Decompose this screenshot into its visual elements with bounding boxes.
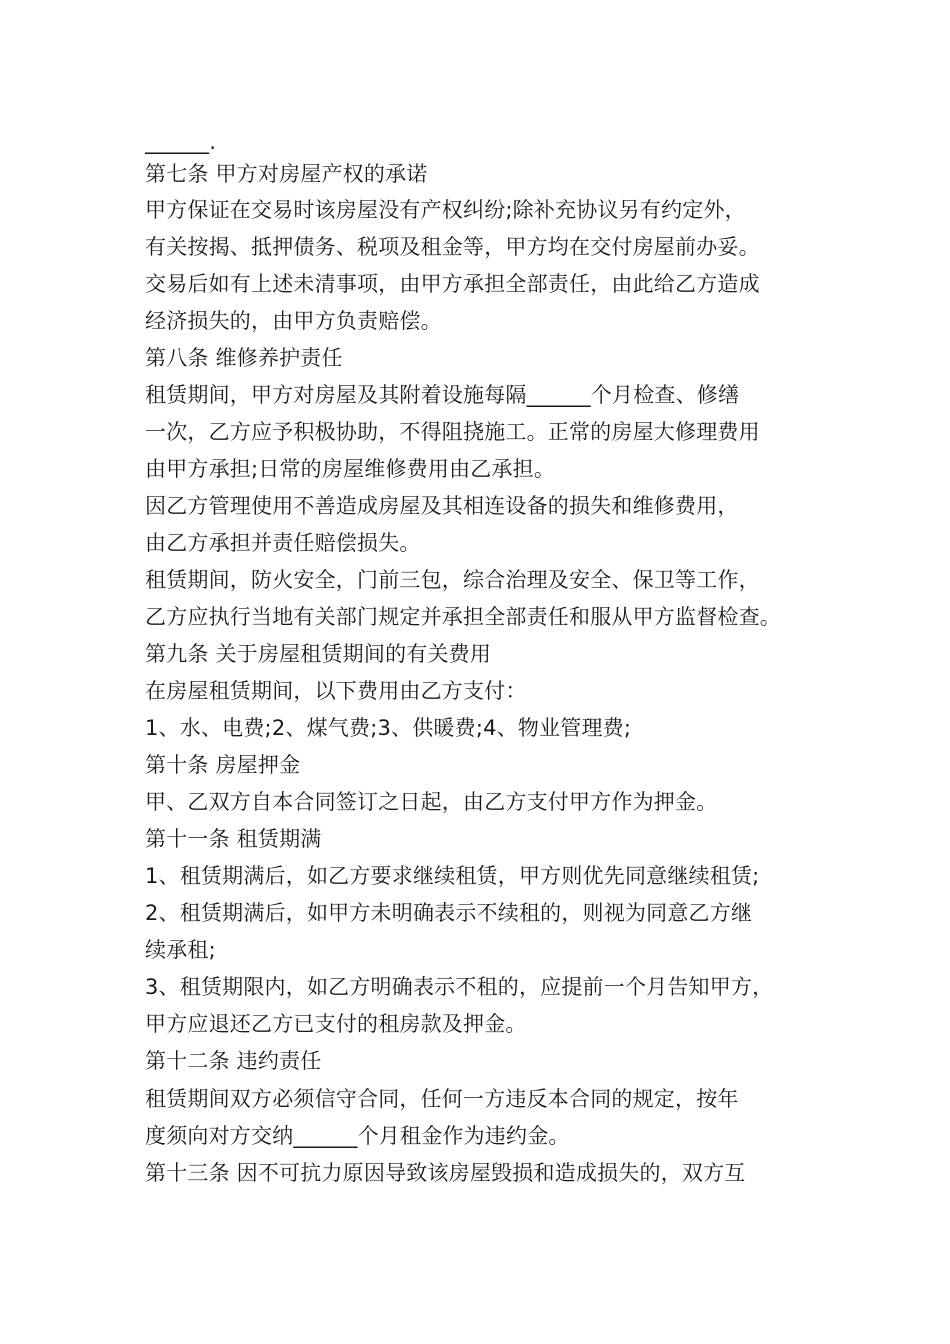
- section-heading: 第八条 维修养护责任: [145, 346, 343, 370]
- text-line: 续承租;: [145, 938, 216, 962]
- text-line: 租赁期间双方必须信守合同，任何一方违反本合同的规定，按年: [145, 1087, 739, 1111]
- text-line: 1、水、电费;2、煤气费;3、供暖费;4、物业管理费;: [145, 716, 632, 740]
- text-line: 第十三条 因不可抗力原因导致该房屋毁损和造成损失的，双方互: [145, 1161, 746, 1185]
- text-line: 甲方保证在交易时该房屋没有产权纠纷;除补充协议另有约定外，: [145, 198, 746, 222]
- text-line: 乙方应执行当地有关部门规定并承担全部责任和服从甲方监督检查。: [145, 605, 781, 629]
- section-heading: 第十一条 租赁期满: [145, 827, 322, 851]
- section-heading: 第十条 房屋押金: [145, 753, 301, 777]
- text-line: 因乙方管理使用不善造成房屋及其相连设备的损失和维修费用，: [145, 494, 739, 518]
- text-line: 2、租赁期满后，如甲方未明确表示不续租的，则视为同意乙方继: [145, 901, 753, 925]
- section-heading: 第七条 甲方对房屋产权的承诺: [145, 162, 428, 186]
- text-line: 有关按揭、抵押债务、税项及租金等，甲方均在交付房屋前办妥。: [145, 235, 760, 259]
- text-line: 租赁期间，甲方对房屋及其附着设施每隔______个月检查、修缮: [145, 383, 740, 407]
- text-line: 3、租赁期限内，如乙方明确表示不租的，应提前一个月告知甲方，: [145, 975, 774, 999]
- section-heading: 第十二条 违约责任: [145, 1049, 322, 1073]
- text-line: 由乙方承担并责任赔偿损失。: [145, 531, 421, 555]
- text-line: 度须向对方交纳______个月租金作为违约金。: [145, 1124, 570, 1148]
- section-heading: 第九条 关于房屋租赁期间的有关费用: [145, 642, 492, 666]
- text-line: 甲、乙双方自本合同签订之日起，由乙方支付甲方作为押金。: [145, 790, 718, 814]
- text-line: 经济损失的，由甲方负责赔偿。: [145, 309, 442, 333]
- text-line: 由甲方承担;日常的房屋维修费用由乙承担。: [145, 457, 556, 481]
- text-line: 租赁期间，防火安全，门前三包，综合治理及安全、保卫等工作，: [145, 568, 760, 592]
- text-line: 1、租赁期满后，如乙方要求继续租赁，甲方则优先同意继续租赁;: [145, 864, 760, 888]
- text-line: 交易后如有上述未清事项，由甲方承担全部责任，由此给乙方造成: [145, 272, 760, 296]
- text-line: ______.: [145, 130, 217, 154]
- text-line: 一次，乙方应予积极协助，不得阻挠施工。正常的房屋大修理费用: [145, 420, 760, 444]
- text-line: 在房屋租赁期间，以下费用由乙方支付：: [145, 679, 527, 703]
- text-line: 甲方应退还乙方已支付的租房款及押金。: [145, 1012, 527, 1036]
